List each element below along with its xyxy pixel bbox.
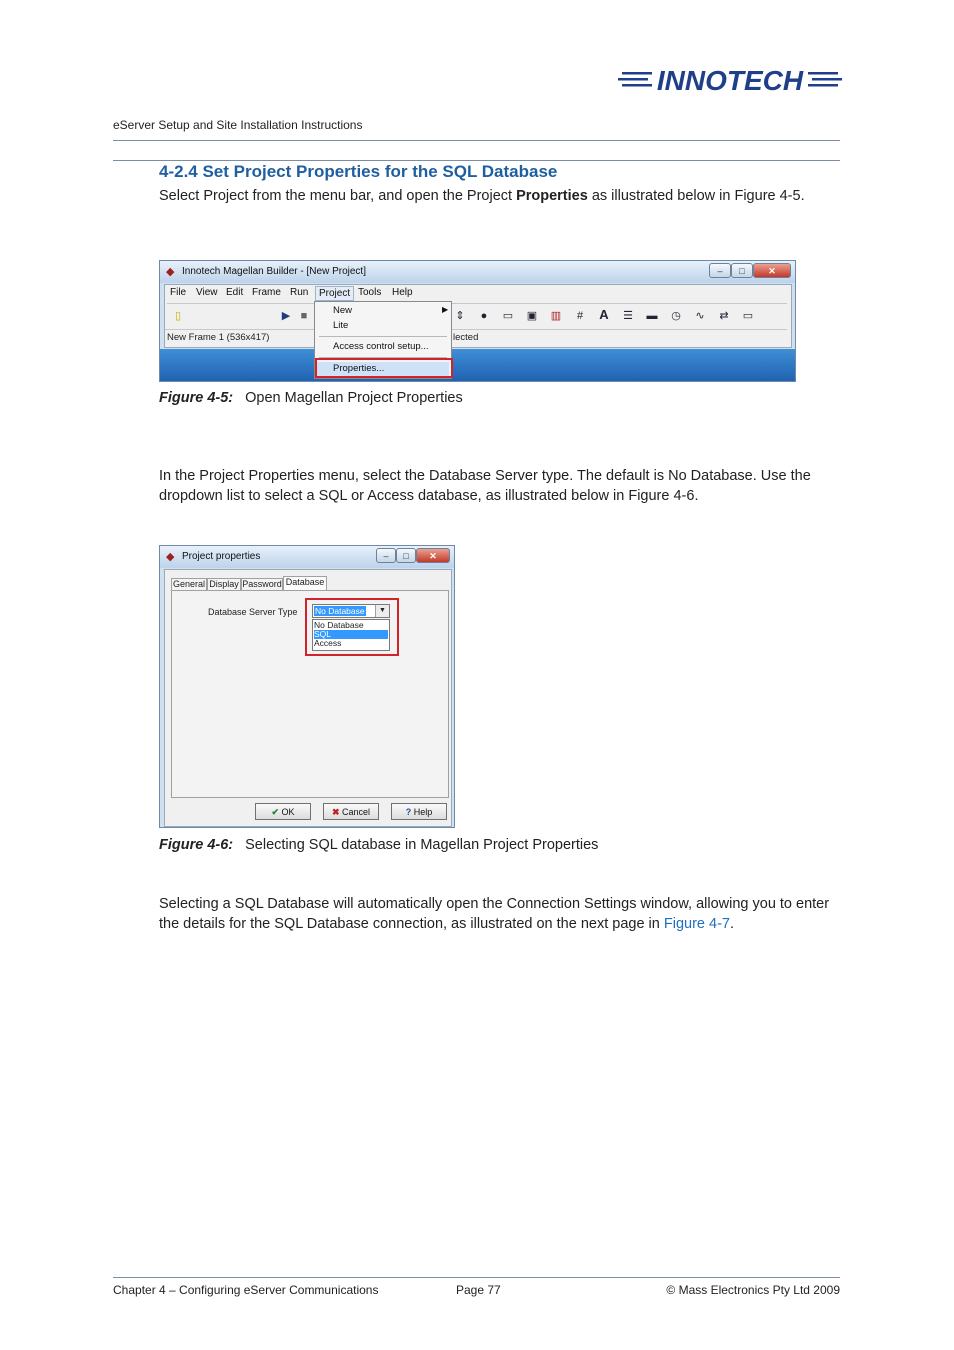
maximize-button[interactable]: □ — [396, 548, 416, 563]
status-bar — [165, 329, 787, 346]
ok-button[interactable]: ✔ OK — [255, 803, 311, 820]
menu-view[interactable]: View — [196, 287, 218, 298]
highlight-box — [305, 598, 399, 656]
submenu-arrow-icon: ▶ — [442, 305, 449, 314]
trend-tool-icon[interactable]: ∿ — [695, 310, 705, 322]
option-access[interactable]: Access — [314, 638, 342, 648]
menu-frame[interactable]: Frame — [252, 287, 281, 298]
menu-item-properties[interactable]: Properties... — [333, 363, 385, 374]
cancel-x-icon: ✖ — [331, 807, 340, 817]
footer-chapter: Chapter 4 – Configuring eServer Communications — [113, 1283, 379, 1297]
clock-tool-icon[interactable]: ◷ — [671, 310, 681, 322]
menu-tools[interactable]: Tools — [358, 287, 382, 298]
menu-bar — [165, 287, 785, 301]
section-title: 4-2.4 Set Project Properties for the SQL Database — [159, 162, 558, 181]
checkmark-icon: ✔ — [271, 807, 279, 817]
question-icon: ? — [405, 807, 412, 817]
magellan-builder-window — [159, 260, 796, 382]
menu-file[interactable]: File — [170, 287, 187, 298]
svg-text:INNOTECH: INNOTECH — [656, 65, 804, 96]
footer-page-number: Page 77 — [456, 1283, 501, 1297]
menu-divider — [319, 336, 447, 337]
new-file-icon[interactable]: ▯ — [174, 310, 182, 322]
help-button[interactable]: ? Help — [391, 803, 447, 820]
client-area — [164, 284, 792, 348]
cancel-button[interactable]: ✖ Cancel — [323, 803, 379, 820]
pointer-tool-icon[interactable]: ⇕ — [455, 310, 465, 322]
maximize-button[interactable]: □ — [731, 263, 753, 278]
paragraph-connection-settings: Selecting a SQL Database will automatically open the Connection Settings window, allowing you to enter the details for the SQL Database connection, as illustrated on the next page in Figure 4-7. — [159, 896, 830, 932]
menu-item-access-control[interactable]: Access control setup... — [333, 341, 429, 352]
app-icon: ◆ — [166, 551, 175, 563]
camera-tool-icon[interactable]: ▭ — [742, 310, 754, 322]
status-frame-size: New Frame 1 (536x417) — [167, 332, 270, 343]
document-title: eServer Setup and Site Installation Instructions — [113, 118, 363, 132]
minimize-button[interactable]: – — [376, 548, 396, 563]
menu-item-lite[interactable]: Lite — [333, 320, 349, 331]
paragraph-database-type: In the Project Properties menu, select the Database Server type. The default is No Database. Use the dropdown list to select a SQL or Access database, as illustrated below in Figure 4-6. — [159, 468, 811, 504]
run-icon[interactable]: ▶ — [281, 310, 291, 322]
slider-tool-icon[interactable]: ▬ — [646, 310, 658, 322]
menu-help[interactable]: Help — [392, 287, 413, 298]
menu-item-new[interactable]: New — [333, 305, 353, 316]
toolbar — [167, 303, 787, 328]
tab-display[interactable]: Display — [207, 578, 241, 591]
footer-rule — [113, 1277, 840, 1278]
highlight-box — [315, 358, 453, 378]
minimize-button[interactable]: – — [709, 263, 731, 278]
option-no-database[interactable]: No Database — [314, 620, 364, 630]
numeric-tool-icon[interactable]: # — [576, 310, 584, 322]
window-title: Project properties — [182, 551, 261, 562]
footer-copyright: © Mass Electronics Pty Ltd 2009 — [666, 1283, 840, 1297]
innotech-logo — [618, 62, 842, 96]
chevron-down-icon[interactable]: ▼ — [375, 605, 389, 617]
window-titlebar — [160, 261, 795, 283]
image-tool-icon[interactable]: ▣ — [526, 310, 538, 322]
indicator-icon[interactable]: ● — [480, 310, 488, 322]
figure-4-5-caption: Figure 4-5: Open Magellan Project Properties — [159, 390, 463, 406]
app-icon: ◆ — [166, 266, 175, 278]
figure-4-6-caption: Figure 4-6: Selecting SQL database in Magellan Project Properties — [159, 837, 599, 853]
text-tool-icon[interactable]: A — [599, 307, 609, 322]
status-selection: lected — [453, 332, 479, 343]
list-tool-icon[interactable]: ☰ — [623, 310, 633, 322]
close-button[interactable]: ✕ — [753, 263, 791, 278]
figure-4-7-link[interactable]: Figure 4-7 — [663, 916, 730, 932]
tab-general[interactable]: General — [172, 579, 206, 589]
window-titlebar — [160, 546, 454, 568]
stop-icon[interactable]: ■ — [300, 310, 308, 322]
project-properties-window — [159, 545, 455, 828]
menu-edit[interactable]: Edit — [226, 287, 244, 298]
header-rule — [113, 140, 840, 141]
ok-button-tool-icon[interactable]: ▭ — [502, 310, 514, 322]
tab-password[interactable]: Password — [242, 579, 282, 589]
menu-run[interactable]: Run — [290, 287, 309, 298]
desktop-background — [160, 349, 796, 382]
option-sql[interactable]: SQL — [314, 630, 388, 639]
intro-paragraph: Select Project from the menu bar, and open the Project Properties as illustrated below in Figure 4-5. — [159, 188, 805, 204]
bar-chart-tool-icon[interactable]: ▥ — [550, 310, 562, 322]
menu-project[interactable]: Project — [315, 286, 354, 301]
database-server-type-label: Database Server Type — [208, 607, 298, 617]
tab-database[interactable]: Database — [283, 576, 327, 591]
link-tool-icon[interactable]: ⇄ — [719, 310, 729, 322]
window-title: Innotech Magellan Builder - [New Project] — [182, 266, 366, 277]
selected-value: No Database — [315, 606, 365, 616]
close-button[interactable]: ✕ — [416, 548, 450, 563]
section-rule — [113, 160, 840, 161]
